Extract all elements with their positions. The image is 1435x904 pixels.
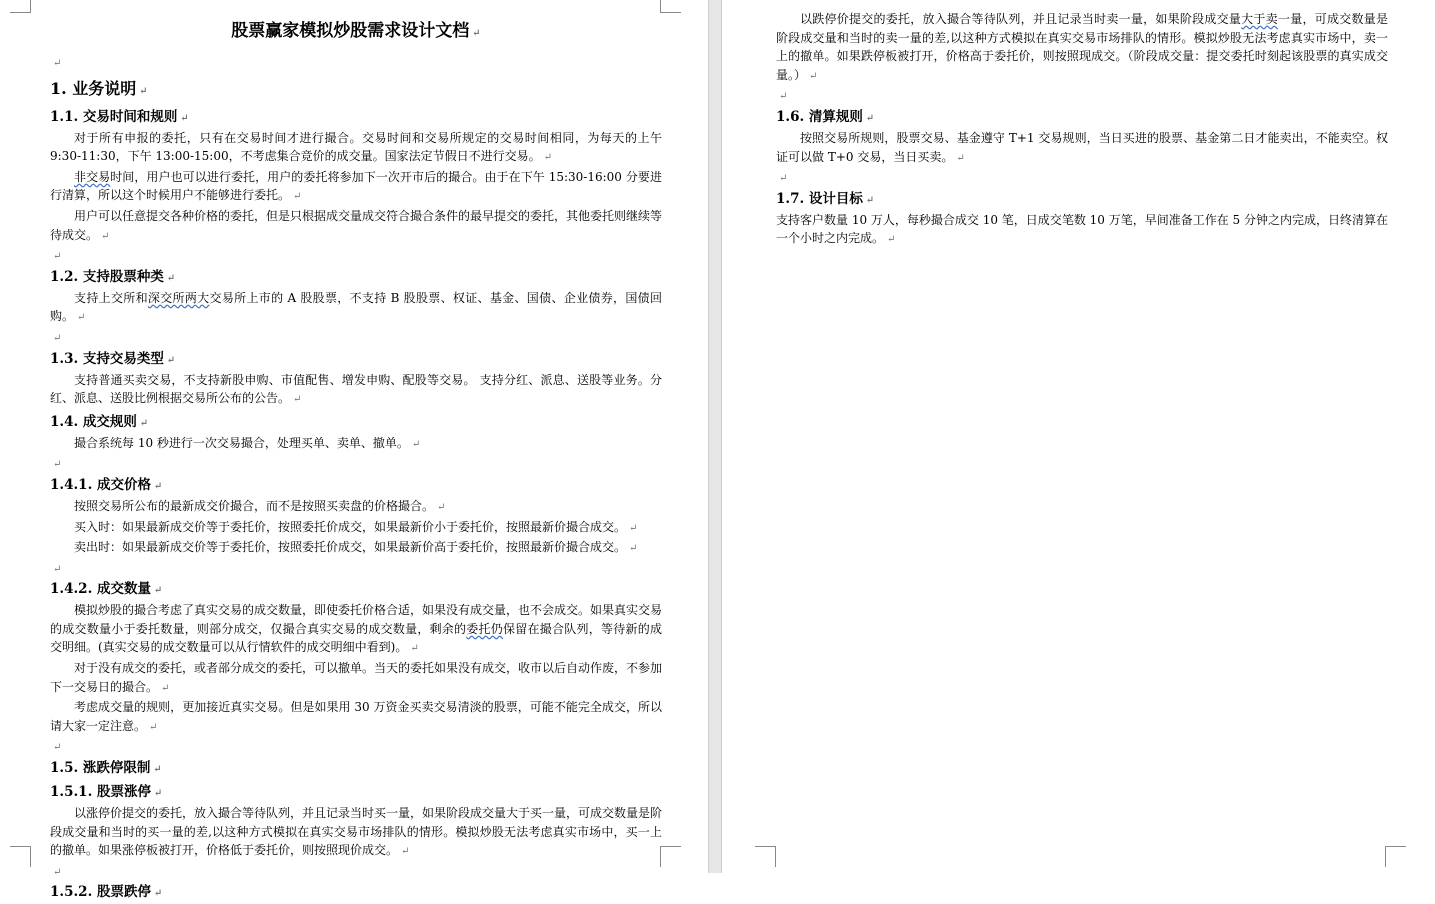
heading-business: 1. 业务说明 ↵	[50, 78, 148, 98]
empty-paragraph: ↵	[53, 251, 62, 263]
document-title: 股票赢家模拟炒股需求设计文档 ↵	[231, 21, 481, 41]
empty-paragraph: ↵	[53, 58, 62, 69]
paragraph: 用户可以任意提交各种价格的委托，但是只根据成交量成交符合撮合条件的最早提交的委托，其他委托则继续等待成交。 ↵	[50, 208, 663, 242]
heading-trading-time: 1.1. 交易时间和规则 ↵	[50, 108, 189, 125]
empty-paragraph: ↵	[779, 173, 788, 185]
paragraph: 对于所有申报的委托，只有在交易时间才进行撮合。交易时间和交易所规定的交易时间相同，为每天的上午 9:30-11:30，下午 13:00-15:00，不考虑集合竞价的成交量。国家法定节假日不进行交易。 ↵	[50, 130, 662, 164]
crop-mark	[10, 846, 31, 867]
paragraph: 考虑成交量的规则，更加接近真实交易。但是如果用 30 万资金买卖交易清淡的股票，可能不能完全成交，所以请大家一定注意。 ↵	[50, 700, 662, 733]
empty-paragraph: ↵	[53, 563, 62, 575]
paragraph: 模拟炒股的撮合考虑了真实交易的成交数量，即使委托价格合适，如果没有成交量，也不会成交。如果真实交易的成交数量小于委托数量，则部分成交，仅撮合真实交易的成交数量，剩余的委托仍保留在撮合队列，等待新的成交明细。(真实交易的成交数量可以从行情软件的成交明细中看到)。 ↵	[50, 603, 663, 655]
heading-limit-down: 1.5.2. 股票跌停 ↵	[50, 884, 163, 901]
paragraph: 非交易时间，用户也可以进行委托，用户的委托将参加下一次开市后的撮合。由于在下午 15:30-16:00 分要进行清算，所以这个时候用户不能够进行委托。 ↵	[50, 169, 662, 203]
heading-settlement: 1.6. 清算规则 ↵	[776, 108, 875, 125]
crop-mark	[755, 846, 776, 867]
paragraph: 对于没有成交的委托，或者部分成交的委托，可以撤单。当天的委托如果没有成交，收市以后自动作废，不参加下一交易日的撮合。 ↵	[50, 661, 663, 694]
page-left-content[interactable]	[50, 14, 662, 904]
paragraph: 以跌停价提交的委托，放入撮合等待队列，并且记录当时卖一量，如果阶段成交量大于卖一量，可成交数量是阶段成交量和当时的卖一量的差,以这种方式模拟在真实交易市场排队的情形。模拟炒股无法考虑真实市场中，卖一上的撤单。如果跌停板被打开，价格高于委托价，则按照现成交。（阶段成交量：提交委托时刻起该股票的真实成交量。） ↵	[776, 12, 1388, 82]
crop-mark	[10, 0, 31, 13]
heading-price-limit: 1.5. 涨跌停限制 ↵	[50, 760, 162, 777]
paragraph: 支持上交所和深交所两大交易所上市的 A 股股票，不支持 B 股股票、权证、基金、国债、企业债券，国债回购。 ↵	[50, 290, 662, 324]
paragraph: 支持客户数量 10 万人，每秒撮合成交 10 笔，日成交笔数 10 万笔，早间准备工作在 5 分钟之内完成，日终清算在一个小时之内完成。 ↵	[776, 212, 1388, 246]
heading-limit-up: 1.5.1. 股票涨停 ↵	[50, 784, 163, 801]
heading-stock-types: 1.2. 支持股票种类 ↵	[50, 268, 176, 285]
paragraph: 支持普通买卖交易，不支持新股申购、市值配售、增发申购、配股等交易。 支持分红、派息、送股等业务。分红、派息、送股比例根据交易所公布的公告。 ↵	[50, 372, 662, 406]
page-right-content[interactable]	[776, 10, 1388, 250]
empty-paragraph: ↵	[53, 866, 62, 878]
heading-deal-quantity: 1.4.2. 成交数量 ↵	[50, 581, 163, 598]
empty-paragraph: ↵	[779, 91, 788, 103]
empty-paragraph: ↵	[53, 459, 62, 471]
empty-paragraph: ↵	[53, 742, 62, 754]
document-page-left	[0, 0, 708, 901]
paragraph: 买入时：如果最新成交价等于委托价，按照委托价成交，如果最新价小于委托价，按照最新价撮合成交。 ↵	[74, 519, 638, 534]
document-page-right	[722, 0, 1435, 873]
crop-mark	[660, 0, 681, 13]
paragraph: 撮合系统每 10 秒进行一次交易撮合，处理买单、卖单、撤单。 ↵	[74, 435, 421, 450]
heading-design-goal: 1.7. 设计目标 ↵	[776, 190, 875, 207]
paragraph: 按照交易所规则，股票交易、基金遵守 T+1 交易规则，当日买进的股票、基金第二日才能卖出，不能卖空。权证可以做 T+0 交易，当日买卖。 ↵	[776, 130, 1388, 164]
heading-deal-price: 1.4.1. 成交价格 ↵	[50, 476, 163, 493]
heading-deal-rules: 1.4. 成交规则 ↵	[50, 413, 149, 430]
empty-paragraph: ↵	[53, 332, 62, 344]
crop-mark	[660, 846, 681, 867]
paragraph: 卖出时：如果最新成交价等于委托价，按照委托价成交，如果最新价高于委托价，按照最新价撮合成交。 ↵	[74, 540, 638, 555]
heading-trade-types: 1.3. 支持交易类型 ↵	[50, 350, 176, 367]
paragraph: 按照交易所公布的最新成交价撮合，而不是按照买卖盘的价格撮合。 ↵	[74, 498, 446, 513]
paragraph: 以涨停价提交的委托，放入撮合等待队列，并且记录当时买一量，如果阶段成交量大于买一量，可成交数量是阶段成交量和当时的买一量的差,以这种方式模拟在真实交易市场排队的情形。模拟炒股无法考虑真实市场中，买一上的撤单。如果涨停板被打开，价格低于委托价，则按照现价成交。 ↵	[50, 806, 663, 858]
page-gap	[708, 0, 722, 873]
crop-mark	[1385, 846, 1406, 867]
